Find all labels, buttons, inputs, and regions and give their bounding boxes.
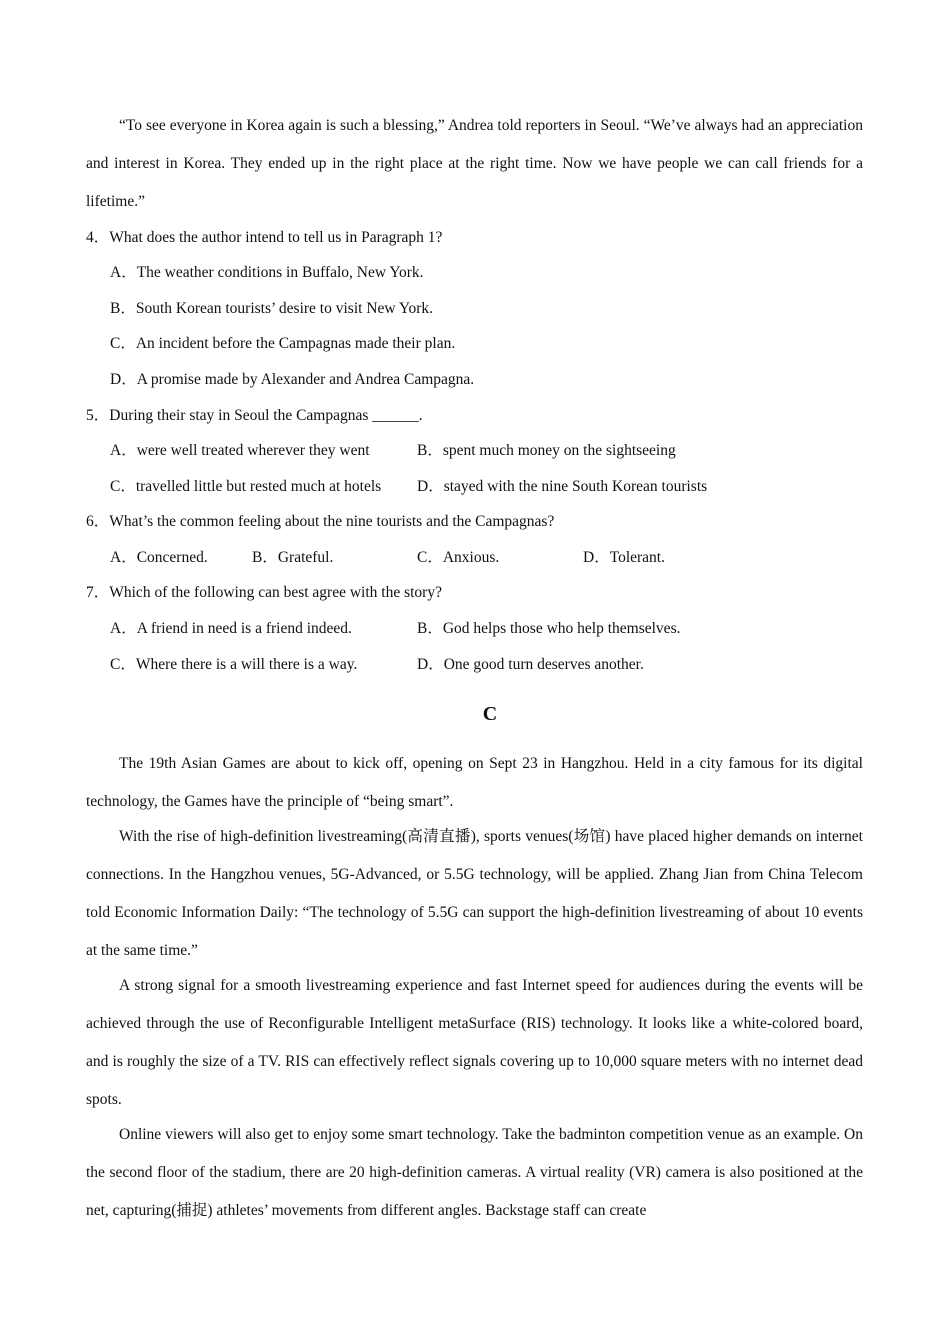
question-6-option-b: B．Grateful. — [252, 549, 334, 566]
question-6-option-a: A．Concerned. — [110, 549, 208, 566]
question-4-option-d: D．A promise made by Alexander and Andrea Campagna. — [110, 371, 475, 388]
section-c-paragraph-1: The 19th Asian Games are about to kick off, opening on Sept 23 in Hangzhou. Held in a city famous for its digital technology, the Games have the principle of “being smart”. — [86, 755, 863, 810]
question-7-option-a: A．A friend in need is a friend indeed. — [110, 620, 352, 637]
question-7-stem: 7．Which of the following can best agree with the story? — [86, 584, 442, 601]
section-c-heading: C — [482, 703, 498, 725]
question-5-option-a: A．were well treated wherever they went — [110, 442, 370, 459]
question-7-option-c: C．Where there is a will there is a way. — [110, 656, 358, 673]
question-5-option-c: C．travelled little but rested much at hotels — [110, 478, 382, 495]
question-4-option-b: B．South Korean tourists’ desire to visit New York. — [110, 300, 434, 317]
question-4-option-a: A．The weather conditions in Buffalo, New York. — [110, 264, 424, 281]
question-7-option-d: D．One good turn deserves another. — [417, 656, 644, 673]
section-c-paragraph-4: Online viewers will also get to enjoy some smart technology. Take the badminton competition venue as an example. On the second floor of the stadium, there are 20 high-definition cameras. A virtual reality (VR) camera is also positioned at the net, capturing(捕捉) athletes’ movements from different angles. Backstage staff can create — [86, 1126, 863, 1219]
question-5-option-b: B．spent much money on the sightseeing — [417, 442, 676, 459]
question-6-option-d: D．Tolerant. — [583, 549, 665, 566]
passage-b-closing-paragraph: “To see everyone in Korea again is such a blessing,” Andrea told reporters in Seoul. “We’ve always had an appreciation and interest in Korea. They ended up in the right place at the right time. Now we have people we can call friends for a lifetime.” — [86, 117, 863, 210]
question-4-stem: 4．What does the author intend to tell us in Paragraph 1? — [86, 229, 443, 246]
question-6-option-c: C．Anxious. — [417, 549, 500, 566]
question-4-option-c: C．An incident before the Campagnas made their plan. — [110, 335, 456, 352]
question-5-option-d: D．stayed with the nine South Korean tourists — [417, 478, 708, 495]
question-7-option-b: B．God helps those who help themselves. — [417, 620, 681, 637]
section-c-paragraph-3: A strong signal for a smooth livestreaming experience and fast Internet speed for audiences during the events will be achieved through the use of Reconfigurable Intelligent metaSurface (RIS) technology. It looks like a white-colored board, and is roughly the size of a TV. RIS can effectively reflect signals covering up to 10,000 square meters with no internet dead spots. — [86, 977, 863, 1108]
section-c-paragraph-2: With the rise of high-definition livestreaming(高清直播), sports venues(场馆) have placed higher demands on internet connections. In the Hangzhou venues, 5G-Advanced, or 5.5G technology, will be applied. Zhang Jian from China Telecom told Economic Information Daily: “The technology of 5.5G can support the high-definition livestreaming of about 10 events at the same time.” — [86, 828, 863, 959]
question-5-stem: 5．During their stay in Seoul the Campagnas ______. — [86, 407, 423, 424]
question-6-stem: 6．What’s the common feeling about the nine tourists and the Campagnas? — [86, 513, 555, 530]
